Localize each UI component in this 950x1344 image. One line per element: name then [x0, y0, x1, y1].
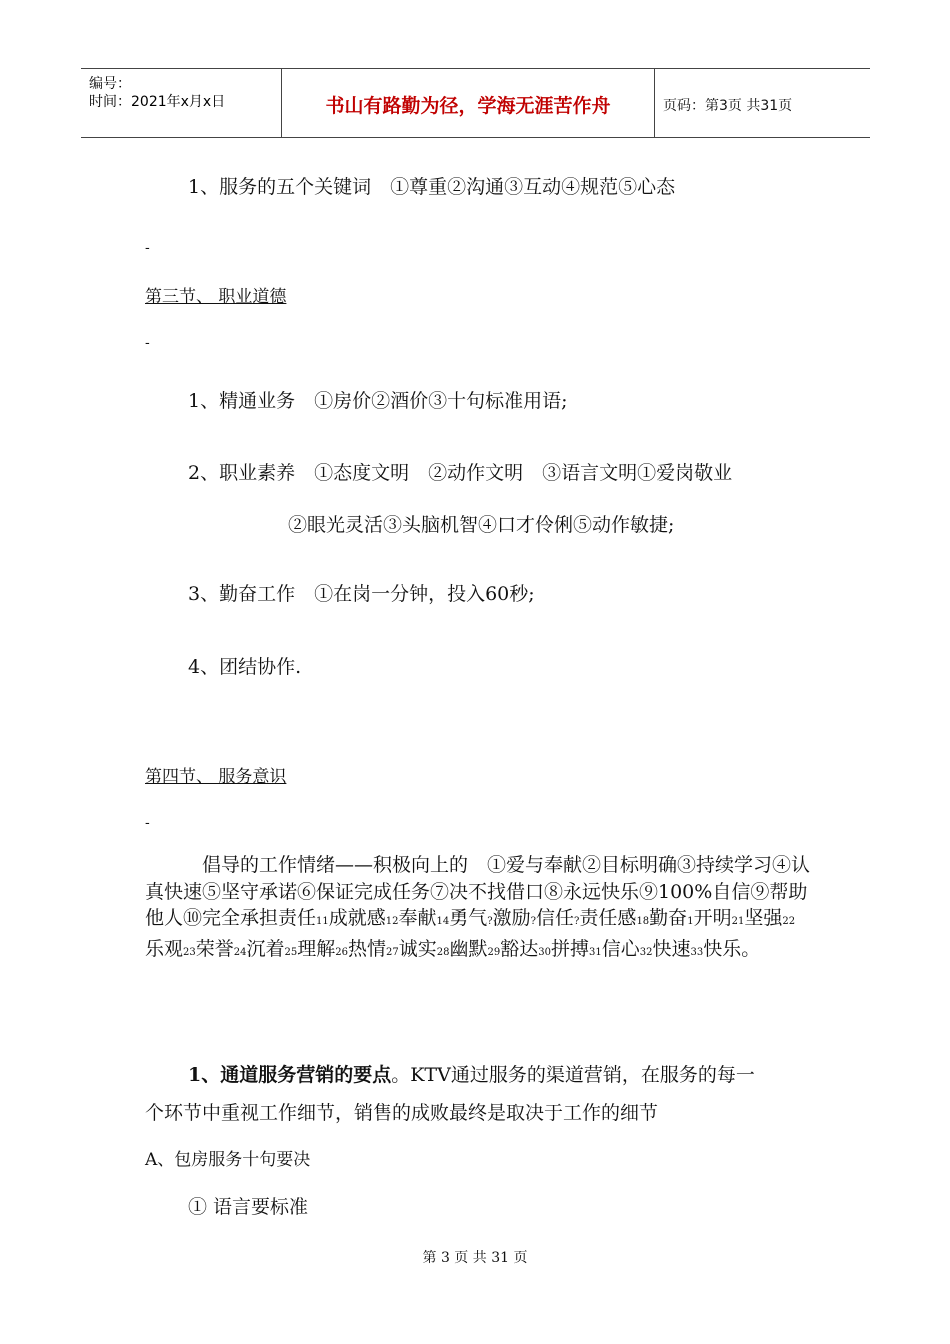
marketing-heading: 1、通道服务营销的要点 [188, 1064, 392, 1086]
list-item-continuation: ②眼光灵活③头脑机智④口才伶俐⑤动作敏捷; [288, 514, 675, 536]
separator-dash: - [145, 815, 150, 831]
list-item: 2、职业素养 ①态度文明 ②动作文明 ③语言文明①爱岗敬业 [188, 462, 733, 484]
document-header [81, 68, 870, 138]
work-mood-paragraph: 倡导的工作情绪——积极向上的 ①爱与奉献②目标明确③持续学习④认真快速⑤坚守承诺⑥保证完成任务⑦决不找借口⑧永远快乐⑨100%自信⑨帮助他人⑩完全承担责任11成就感12奉献14勇气?激励?信任?责任感18勤奋1开明21坚强22乐观23荣誉24沉着25理解26热情27诚实28幽默29豁达30拼搏31信心32快速33快乐。 [145, 854, 811, 960]
list-item: ① 语言要标准 [188, 1196, 309, 1218]
section-4-title: 第四节、 服务意识 [145, 767, 287, 787]
header-motto-cell [282, 69, 655, 137]
keywords-line: 1、服务的五个关键词 ①尊重②沟通③互动④规范⑤心态 [188, 176, 676, 198]
separator-dash: - [145, 335, 150, 351]
list-item: 3、勤奋工作 ①在岗一分钟，投入60秒; [188, 583, 535, 605]
header-page-number: 页码：第3页 共31页 [663, 98, 793, 114]
list-item: 4、团结协作. [188, 656, 302, 678]
marketing-text: 。KTV通过服务的渠道营销，在服务的每一 [391, 1064, 755, 1086]
header-meta-cell [81, 69, 282, 137]
motto-text: 书山有路勤为径，学海无涯苦作舟 [325, 95, 611, 117]
page-footer: 第 3 页 共 31 页 [422, 1250, 528, 1266]
separator-dash: - [145, 240, 150, 256]
subheading-a: A、包房服务十句要决 [145, 1150, 311, 1170]
marketing-line-2: 个环节中重视工作细节，销售的成败最终是取决于工作的细节 [145, 1102, 659, 1124]
time-label: 时间：2021年x月x日 [89, 94, 226, 110]
marketing-line [188, 1060, 755, 1087]
number-label: 编号： [89, 76, 131, 92]
section-3-title: 第三节、 职业道德 [145, 287, 287, 307]
list-item: 1、精通业务 ①房价②酒价③十句标准用语; [188, 390, 568, 412]
header-page-cell [655, 69, 870, 137]
